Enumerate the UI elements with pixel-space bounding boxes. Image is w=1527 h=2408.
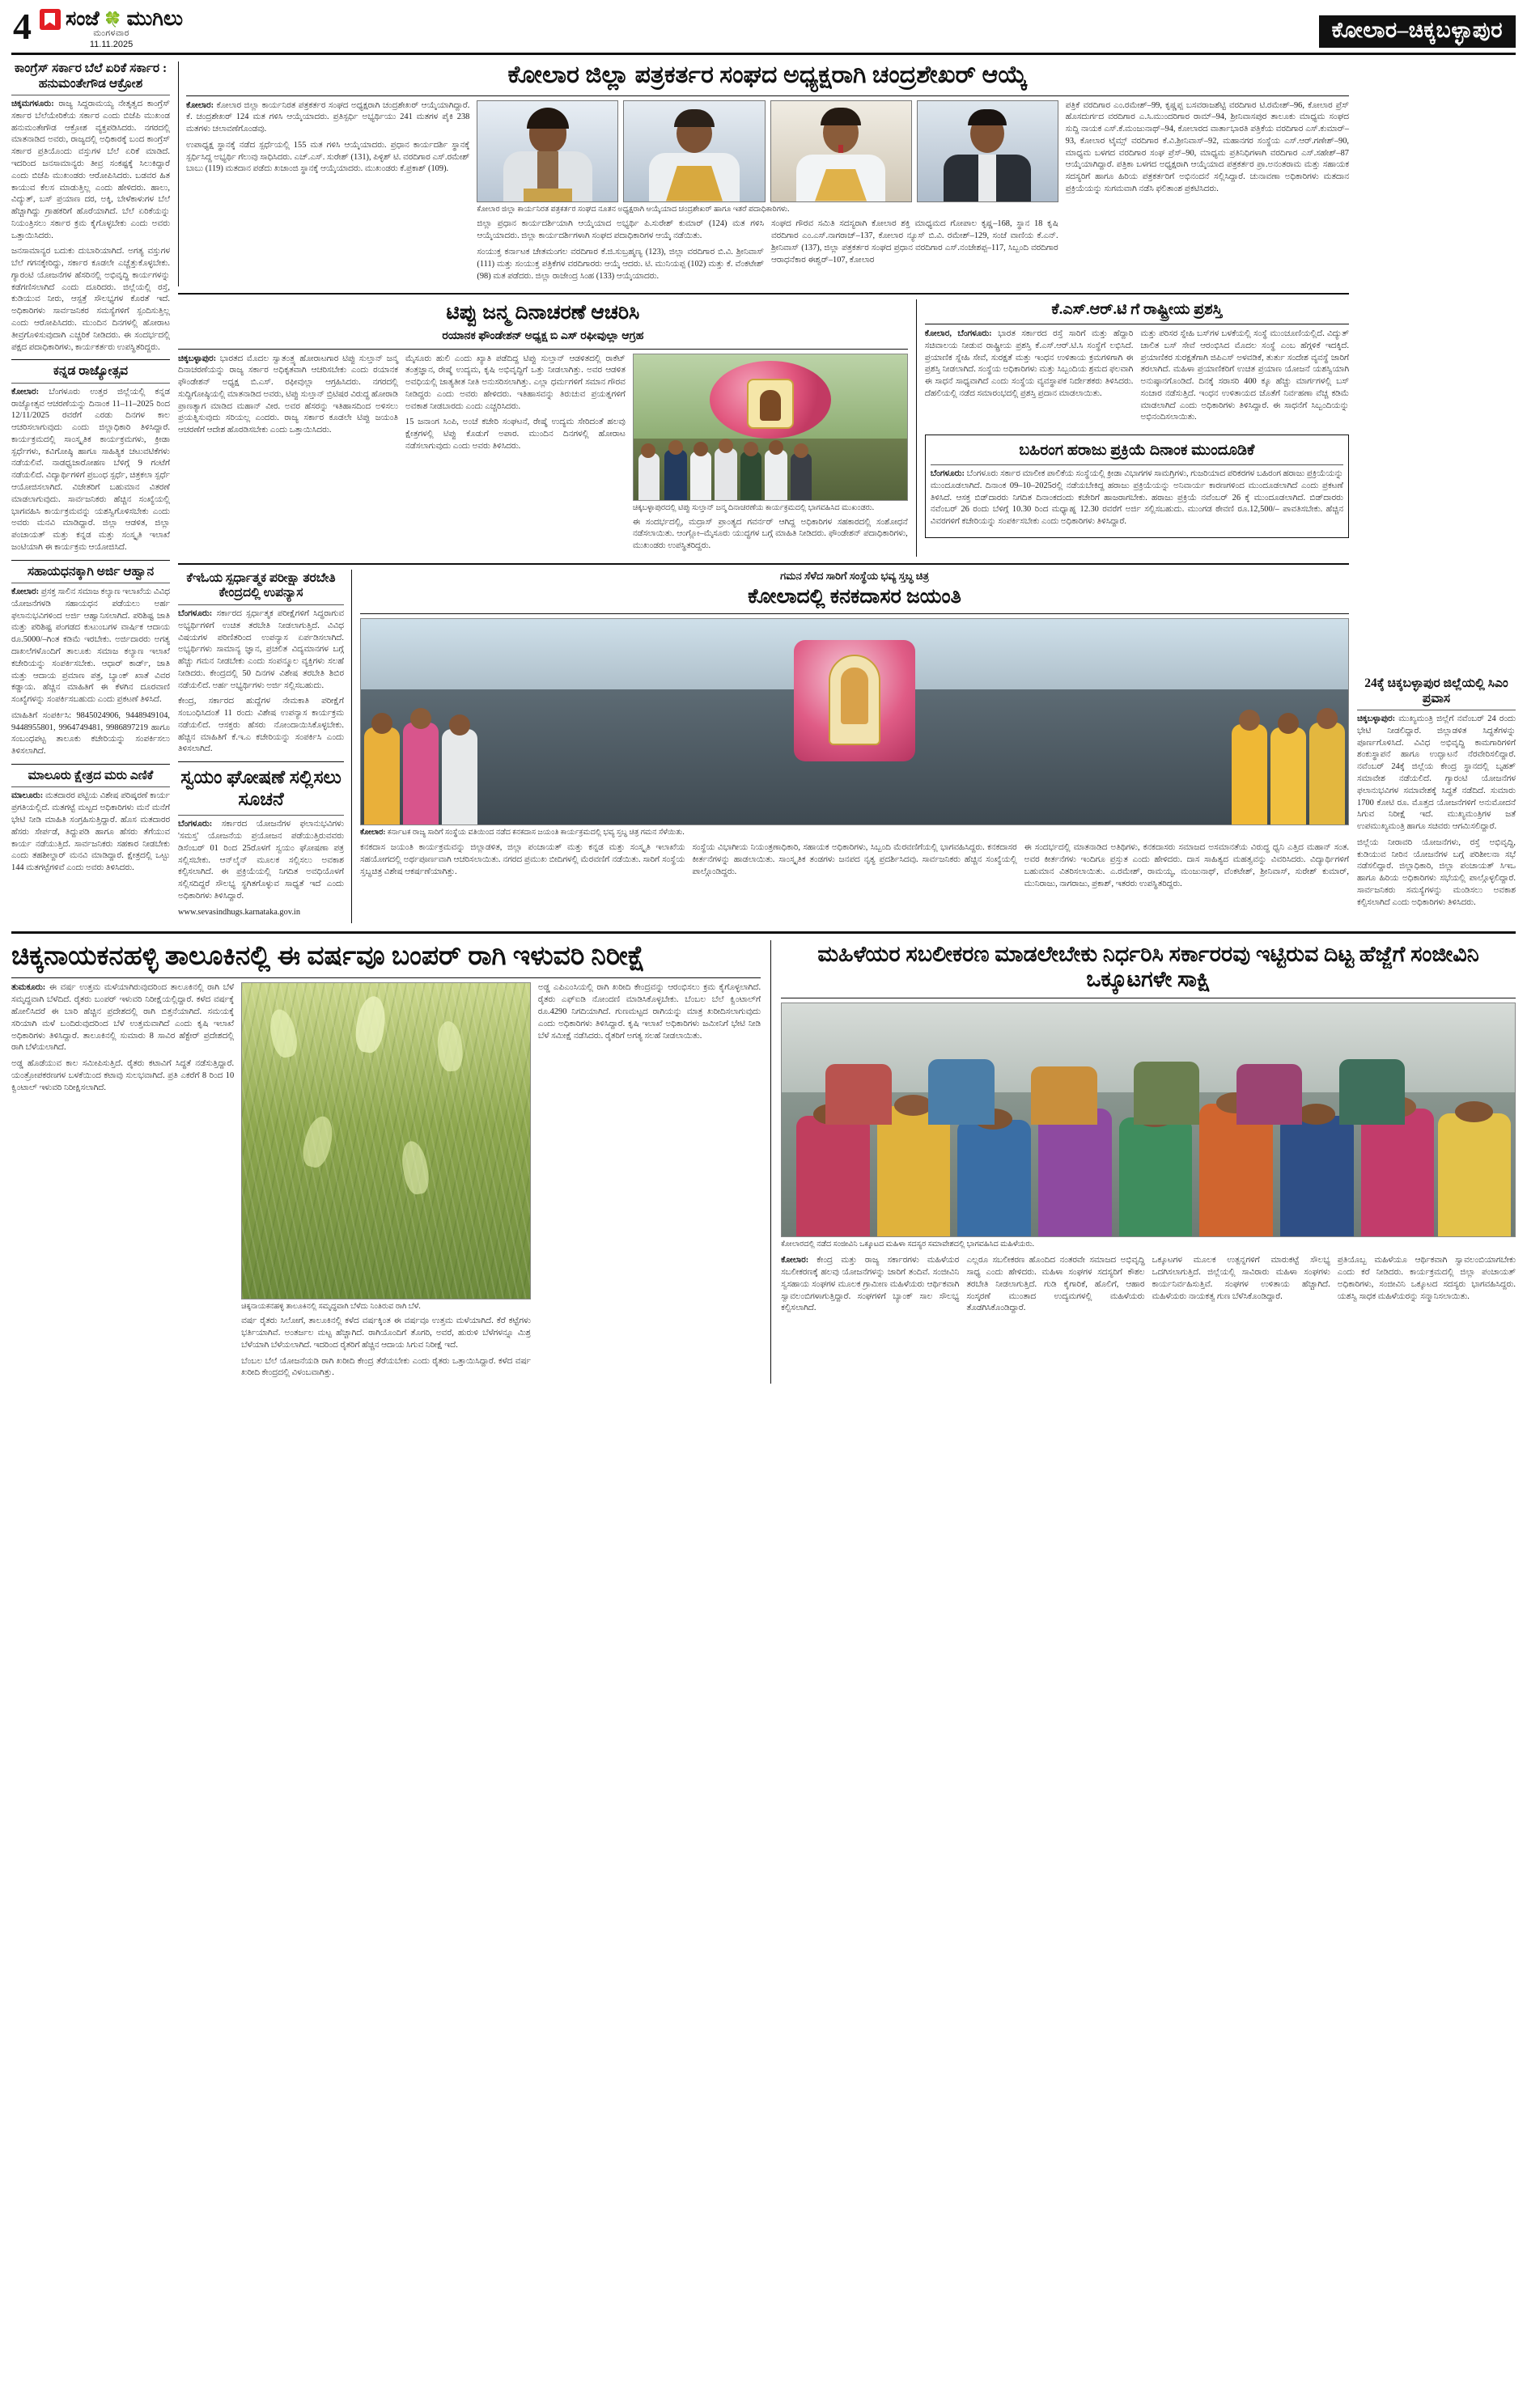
tippu-story <box>178 299 917 557</box>
lead-story <box>178 61 1349 286</box>
bottom-band <box>11 931 1516 1384</box>
dateline: ಕೋಲಾರ: <box>186 100 214 110</box>
dateline: ಬೆಂಗಳೂರು: <box>930 468 965 478</box>
tippu-photo-col: ಚಿಕ್ಕಬಳ್ಳಾಪುರದಲ್ಲಿ ಟಿಪ್ಪು ಸುಲ್ತಾನ್ ಜನ್ಮ ದಿನಾಚರಣೆಯ ಕಾರ್ಯಕ್ರಮದಲ್ಲಿ ಭಾಗವಹಿಸಿದ ಮುಖಂಡರು. ಈ ಸಂದರ್ಭದಲ್ಲಿ, ಮದ್ರಾಸ್ ಪ್ರಾಂತ್ಯದ ಗವರ್ನರ್ ಆಗಿದ್ದ ಅಧಿಕಾರಿಗಳ ಸಹಕಾರದಲ್ಲಿ ಸಂಶೋಧನೆ ನಡೆಸಲಾಯಿತು. ಆಂಗ್ಲೋ–ಮೈಸೂರು ಯುದ್ಧಗಳ ಬಗ್ಗೆ ಮಾಹಿತಿ ನೀಡಿದರು. ಫೌಂಡೇಶನ್ ಪದಾಧಿಕಾರಿಗಳು, ಮುಖಂಡರು ಉಪಸ್ಥಿತರಿದ್ದರು. <box>633 354 908 557</box>
divider <box>11 764 170 765</box>
ragi-col-3: ಅಡ್ಡ ಎಪಿಎಂಸಿಯಲ್ಲಿ ರಾಗಿ ಖರೀದಿ ಕೇಂದ್ರವನ್ನು ಆರಂಭಿಸಲು ಕ್ರಮ ಕೈಗೊಳ್ಳಲಾಗಿದೆ. ರೈತರು ಎಫ್‌ಐಡಿ ನೋಂದಣಿ ಮಾಡಿಸಿಕೊಳ್ಳಬೇಕು. ಬೆಂಬಲ ಬೆಲೆ ಕ್ವಿಂಟಾಲ್‌ಗೆ ರೂ.4290 ನಿಗದಿಯಾಗಿದೆ. ಗುಣಮಟ್ಟದ ರಾಗಿಯನ್ನು ಮಾತ್ರ ಖರೀದಿಸಲಾಗುವುದು ಎಂದು ಅಧಿಕಾರಿಗಳು ತಿಳಿಸಿದ್ದಾರೆ. ಕೃಷಿ ಇಲಾಖೆ ಅಧಿಕಾರಿಗಳು ಜಮೀನಿಗೆ ಭೇಟಿ ನೀಡಿ ಬೆಳೆ ಸಮೀಕ್ಷೆ ನಡೆಸಿದರು. ರೈತರಿಗೆ ಅಗತ್ಯ ಸಲಹೆ ನೀಡಲಾಯಿತು. <box>537 983 761 1041</box>
tippu-col-2: ಮೈಸೂರು ಹುಲಿ ಎಂದು ಖ್ಯಾತಿ ಪಡೆದಿದ್ದ ಟಿಪ್ಪು ಸುಲ್ತಾನ್ ಆಡಳಿತದಲ್ಲಿ ರಾಕೆಟ್ ತಂತ್ರಜ್ಞಾನ, ರೇಷ್ಮೆ ಉದ್ಯಮ, ಕೃಷಿ ಅಭಿವೃದ್ಧಿಗೆ ಒತ್ತು ನೀಡಲಾಗಿತ್ತು. ಅವರ ಆಡಳಿತ ಅವಧಿಯಲ್ಲಿ ಜಾತ್ಯತೀತ ನೀತಿ ಅನುಸರಿಸಲಾಗಿತ್ತು. ಎಲ್ಲಾ ಧರ್ಮಗಳಿಗೆ ಸಮಾನ ಗೌರವ ನೀಡಿದ್ದರು ಎಂದು ಅವರು ಹೇಳಿದರು. ಇತಿಹಾಸವನ್ನು ತಿರುಚುವ ಪ್ರಯತ್ನಗಳಿಗೆ ಅವಕಾಶ ನೀಡಬಾರದು ಎಂದು ಎಚ್ಚರಿಸಿದರು. 15 ಜನಾಂಗ ಸಿಂಪಿ, ಅಂಚೆ ಕಚೇರಿ ಸಂಘಟನೆ, ರೇಷ್ಮೆ ಉದ್ಯಮ ಸೇರಿದಂತೆ ಹಲವು ಕ್ಷೇತ್ರಗಳಲ್ಲಿ ಟಿಪ್ಪು ಕೊಡುಗೆ ಅಪಾರ. ಮುಂದಿನ ದಿನಗಳಲ್ಲಿ ಹೋರಾಟ ನಡೆಸಲಾಗುವುದು ಎಂದು ಅವರು ತಿಳಿಸಿದರು. <box>405 354 626 451</box>
divider <box>178 604 344 605</box>
ksrtc-columns: ಕೋಲಾರ, ಬೆಂಗಳೂರು: ಭಾರತ ಸರ್ಕಾರದ ರಸ್ತೆ ಸಾರಿಗೆ ಮತ್ತು ಹೆದ್ದಾರಿ ಸಚಿವಾಲಯ ನೀಡುವ ರಾಷ್ಟ್ರೀಯ ಪ್ರಶಸ್ತಿ ಕೆ.ಎಸ್.ಆರ್.ಟಿ.ಸಿ ಸಂಸ್ಥೆಗೆ ಲಭಿಸಿದೆ. ಪ್ರಯಾಣಿಕ ಸ್ನೇಹಿ ಸೇವೆ, ಸುರಕ್ಷತೆ ಮತ್ತು ಇಂಧನ ಉಳಿತಾಯ ಕ್ರಮಗಳಿಗಾಗಿ ಈ ಪ್ರಶಸ್ತಿ ನೀಡಲಾಗಿದೆ. ಸಂಸ್ಥೆಯ ಅಧಿಕಾರಿಗಳು ಮತ್ತು ಸಿಬ್ಬಂದಿಯ ಶ್ರಮದ ಫಲವಾಗಿ ಈ ಸಾಧನೆ ಸಾಧ್ಯವಾಗಿದೆ ಎಂದು ಸಂಸ್ಥೆಯ ವ್ಯವಸ್ಥಾಪಕ ನಿರ್ದೇಶಕರು ತಿಳಿಸಿದರು. ದೆಹಲಿಯಲ್ಲಿ ನಡೆದ ಸಮಾರಂಭದಲ್ಲಿ ಪ್ರಶಸ್ತಿ ಪ್ರದಾನ ಮಾಡಲಾಯಿತು. ಮತ್ತು ಪರಿಸರ ಸ್ನೇಹಿ ಬಸ್‌ಗಳ ಬಳಕೆಯಲ್ಲಿ ಸಂಸ್ಥೆ ಮುಂಚೂಣಿಯಲ್ಲಿದೆ. ವಿದ್ಯುತ್ ಚಾಲಿತ ಬಸ್ ಸೇವೆ ಆರಂಭಿಸಿದ ಮೊದಲ ಸಂಸ್ಥೆ ಎಂಬ ಹೆಗ್ಗಳಿಕೆ ಇದಕ್ಕಿದೆ. ಪ್ರಯಾಣಿಕರ ಸುರಕ್ಷತೆಗಾಗಿ ಜಿಪಿಎಸ್ ಅಳವಡಿಕೆ, ತುರ್ತು ಸಂದೇಶ ವ್ಯವಸ್ಥೆ ಜಾರಿಗೆ ತರಲಾಗಿದೆ. ಮಹಿಳಾ ಪ್ರಯಾಣಿಕರಿಗೆ ಉಚಿತ ಪ್ರಯಾಣ ಯೋಜನೆ ಯಶಸ್ವಿಯಾಗಿ ಅನುಷ್ಠಾನಗೊಂಡಿದೆ. ದಿನಕ್ಕೆ ಸರಾಸರಿ 400 ಕ್ಕೂ ಹೆಚ್ಚು ಮಾರ್ಗಗಳಲ್ಲಿ ಬಸ್ ಸಂಚಾರ ನಡೆಸುತ್ತಿದೆ. ಇಂಧನ ಉಳಿತಾಯದ ಜೊತೆಗೆ ನಿರ್ವಹಣಾ ವೆಚ್ಚ ಕಡಿಮೆ ಮಾಡಲಾಗಿದೆ ಎಂದು ಅಧಿಕಾರಿಗಳು ತಿಳಿಸಿದ್ದಾರೆ. ಈ ಸಾಧನೆಗೆ ಸಿಬ್ಬಂದಿಯನ್ನು ಅಭಿನಂದಿಸಲಾಯಿತು. <box>924 329 1350 422</box>
portrait-4 <box>917 100 1058 202</box>
ragi-photo-caption: ಚಿಕ್ಕನಾಯಕನಹಳ್ಳಿ ತಾಲೂಕಿನಲ್ಲಿ ಸಮೃದ್ಧವಾಗಿ ಬೆಳೆದು ನಿಂತಿರುವ ರಾಗಿ ಬೆಳೆ. <box>241 1302 421 1312</box>
kanakadasa-columns: ಕನಕದಾಸ ಜಯಂತಿ ಕಾರ್ಯಕ್ರಮವನ್ನು ಜಿಲ್ಲಾಡಳಿತ, ಜಿಲ್ಲಾ ಪಂಚಾಯತ್ ಮತ್ತು ಕನ್ನಡ ಮತ್ತು ಸಂಸ್ಕೃತಿ ಇಲಾಖೆಯ ಸಹಯೋಗದಲ್ಲಿ ಅರ್ಥಪೂರ್ಣವಾಗಿ ಆಚರಿಸಲಾಯಿತು. ನಗರದ ಪ್ರಮುಖ ಬೀದಿಗಳಲ್ಲಿ ಮೆರವಣಿಗೆ ನಡೆಯಿತು. ಸಾರಿಗೆ ಸಂಸ್ಥೆಯ ಸ್ತಬ್ಧಚಿತ್ರ ವಿಶೇಷ ಆಕರ್ಷಣೆಯಾಗಿತ್ತು. ಸಂಸ್ಥೆಯ ವಿಭಾಗೀಯ ನಿಯಂತ್ರಣಾಧಿಕಾರಿ, ಸಹಾಯಕ ಅಧಿಕಾರಿಗಳು, ಸಿಬ್ಬಂದಿ ಮೆರವಣಿಗೆಯಲ್ಲಿ ಭಾಗವಹಿಸಿದ್ದರು. ಕನಕದಾಸರ ಕೀರ್ತನೆಗಳನ್ನು ಹಾಡಲಾಯಿತು. ಸಾಂಸ್ಕೃತಿಕ ತಂಡಗಳು ಜನಪದ ನೃತ್ಯ ಪ್ರದರ್ಶಿಸಿದವು. ಸಾರ್ವಜನಿಕರು ಹೆಚ್ಚಿನ ಸಂಖ್ಯೆಯಲ್ಲಿ ಪಾಲ್ಗೊಂಡಿದ್ದರು. ಈ ಸಂದರ್ಭದಲ್ಲಿ ಮಾತನಾಡಿದ ಅತಿಥಿಗಳು, ಕನಕದಾಸರು ಸಮಾಜದ ಅಸಮಾನತೆಯ ವಿರುದ್ಧ ಧ್ವನಿ ಎತ್ತಿದ ಮಹಾನ್ ಸಂತ. ಅವರ ಕೀರ್ತನೆಗಳು ಇಂದಿಗೂ ಪ್ರಸ್ತುತ ಎಂದು ಹೇಳಿದರು. ದಾಸ ಸಾಹಿತ್ಯದ ಮಹತ್ವವನ್ನು ವಿವರಿಸಿದರು. ವಿದ್ಯಾರ್ಥಿಗಳಿಗೆ ಬಹುಮಾನ ವಿತರಿಸಲಾಯಿತು. ಎ.ರಮೇಶ್, ರಾಮಯ್ಯ, ಮಂಜುನಾಥ್, ವೆಂಕಟೇಶ್, ಶ್ರೀನಿವಾಸ್, ಸುರೇಶ್ ಕುಮಾರ್, ಮುನಿರಾಜು, ನಾಗರಾಜು, ಪ್ರಕಾಶ್, ಇತರರು ಉಪಸ್ಥಿತರಿದ್ದರು. <box>360 843 1349 888</box>
left-story4-body: ಕೋಲಾರ: ಪ್ರಸಕ್ತ ಸಾಲಿನ ಸಮಾಜ ಕಲ್ಯಾಣ ಇಲಾಖೆಯ ವಿವಿಧ ಯೋಜನೆಗಳಡಿ ಸಹಾಯಧನ ಪಡೆಯಲು ಅರ್ಹ ಫಲಾನುಭವಿಗಳಿಂದ ಅರ್ಜಿ ಆಹ್ವಾನಿಸಲಾಗಿದೆ. ಪರಿಶಿಷ್ಟ ಜಾತಿ ಮತ್ತು ಪರಿಶಿಷ್ಟ ಪಂಗಡದ ಕುಟುಂಬಗಳ ವಾರ್ಷಿಕ ಆದಾಯ ರೂ.5000/–ಗಿಂತ ಕಡಿಮೆ ಇರಬೇಕು. ಅರ್ಜಿದಾರರು ಅಗತ್ಯ ದಾಖಲೆಗಳೊಂದಿಗೆ ತಾಲೂಕು ಸಮಾಜ ಕಲ್ಯಾಣ ಇಲಾಖೆ ಕಚೇರಿಯನ್ನು ಸಂಪರ್ಕಿಸಬೇಕು. ಆಧಾರ್ ಕಾರ್ಡ್, ಜಾತಿ ಮತ್ತು ಆದಾಯ ಪ್ರಮಾಣ ಪತ್ರ, ಬ್ಯಾಂಕ್ ಖಾತೆ ವಿವರ ಕಡ್ಡಾಯ. ಹೆಚ್ಚಿನ ಮಾಹಿತಿಗೆ ಈ ಕೆಳಗಿನ ದೂರವಾಣಿ ಸಂಖ್ಯೆಗಳನ್ನು ಸಂಪರ್ಕಿಸಬಹುದು ಎಂದು ಪ್ರಕಟಣೆ ತಿಳಿಸಿದೆ. ಮಾಹಿತಿಗೆ ಸಂಪರ್ಕಿಸಿ: 9845024906, 9448949104, 9448955801, 9964749481, 9986897219 ಹಾಗೂ ಸಂಬಂಧಪಟ್ಟ ತಾಲೂಕು ಕಚೇರಿಯನ್ನು ಸಂಪರ್ಕಿಸಲು ತಿಳಿಸಲಾಗಿದೆ. <box>11 587 170 758</box>
left-story1-headline: ಕಾಂಗ್ರೆಸ್ ಸರ್ಕಾರ ಬೆಲೆ ಏರಿಕೆ ಸರ್ಕಾರ : ಹನುಮಂತೇಗೌಡ ಆಕ್ರೋಶ <box>14 61 168 91</box>
left-story5-body: ಮಾಲೂರು: ಮತದಾರರ ಪಟ್ಟಿಯ ವಿಶೇಷ ಪರಿಷ್ಕರಣೆ ಕಾರ್ಯ ಪ್ರಗತಿಯಲ್ಲಿದೆ. ಮತಗಟ್ಟೆ ಮಟ್ಟದ ಅಧಿಕಾರಿಗಳು ಮನೆ ಮನೆಗೆ ಭೇಟಿ ನೀಡಿ ಮಾಹಿತಿ ಸಂಗ್ರಹಿಸುತ್ತಿದ್ದಾರೆ. ಹೊಸ ಮತದಾರರ ಹೆಸರು ಸೇರ್ಪಡೆ, ತಿದ್ದುಪಡಿ ಹಾಗೂ ಹೆಸರು ತೆಗೆಯುವ ಕಾರ್ಯ ನಡೆಯುತ್ತಿದೆ. ಸಾರ್ವಜನಿಕರು ಸಹಕಾರ ನೀಡಬೇಕು ಎಂದು ತಹಶೀಲ್ದಾರ್ ಮನವಿ ಮಾಡಿದ್ದಾರೆ. ಕ್ಷೇತ್ರದಲ್ಲಿ ಒಟ್ಟು 144 ಮತಗಟ್ಟೆಗಳಿವೆ ಎಂದು ಅವರು ತಿಳಿಸಿದರು. <box>11 791 170 873</box>
second-band <box>178 299 1349 557</box>
lead-photo-strip <box>477 100 1058 287</box>
dateline: ಕೋಲಾರ: <box>11 587 40 597</box>
website-url: www.sevasindhugs.karnataka.gov.in <box>178 907 301 917</box>
divider <box>11 560 170 561</box>
lead-story-headline: ಕೋಲಾರ ಜಿಲ್ಲಾ ಪತ್ರಕರ್ತರ ಸಂಘದ ಅಧ್ಯಕ್ಷರಾಗಿ ಚಂದ್ರಶೇಖರ್ ಆಯ್ಕೆ <box>507 61 1028 88</box>
right-rail-spacer <box>1357 60 1516 675</box>
kea-block: ಕೆಇಓಯ ಸ್ಪರ್ಧಾತ್ಮಕ ಪರೀಕ್ಷಾ ತರಬೇತಿ ಕೇಂದ್ರದಲ್ಲಿ ಉಪನ್ಯಾಸ ಬೆಂಗಳೂರು: ಸರ್ಕಾರದ ಸ್ಪರ್ಧಾತ್ಮಕ ಪರೀಕ್ಷೆಗಳಿಗೆ ಸಿದ್ಧರಾಗುವ ಅಭ್ಯರ್ಥಿಗಳಿಗೆ ಉಚಿತ ತರಬೇತಿ ನೀಡಲಾಗುತ್ತಿದೆ. ವಿವಿಧ ವಿಷಯಗಳ ಪರಿಣಿತರಿಂದ ಉಪನ್ಯಾಸ ಏರ್ಪಡಿಸಲಾಗಿದೆ. ಅಭ್ಯರ್ಥಿಗಳು ಸಾಮಾನ್ಯ ಜ್ಞಾನ, ಪ್ರಚಲಿತ ವಿದ್ಯಮಾನಗಳ ಬಗ್ಗೆ ಹೆಚ್ಚು ಗಮನ ನೀಡಬೇಕು ಎಂದು ಸಂಪನ್ಮೂಲ ವ್ಯಕ್ತಿಗಳು ಸಲಹೆ ನೀಡಿದರು. ಕೇಂದ್ರದಲ್ಲಿ 50 ದಿನಗಳ ವಿಶೇಷ ತರಬೇತಿ ಶಿಬಿರ ನಡೆಯಲಿದೆ. ಅರ್ಹ ಅಭ್ಯರ್ಥಿಗಳು ಅರ್ಜಿ ಸಲ್ಲಿಸಬಹುದು. ಕೇಂದ್ರ, ಸರ್ಕಾರದ ಹುದ್ದೆಗಳ ನೇಮಕಾತಿ ಪರೀಕ್ಷೆಗೆ ಸಂಬಂಧಿಸಿದಂತೆ 11 ರಂದು ವಿಶೇಷ ಉಪನ್ಯಾಸ ಕಾರ್ಯಕ್ರಮ ನಡೆಯಲಿದೆ. ಆಸಕ್ತರು ಹೆಸರು ನೋಂದಾಯಿಸಿಕೊಳ್ಳಬೇಕು. ಹೆಚ್ಚಿನ ಮಾಹಿತಿಗೆ ಕೆ.ಇ.ಎ ಕಚೇರಿಯನ್ನು ಸಂಪರ್ಕಿಸಿ ಎಂದು ತಿಳಿಸಲಾಗಿದೆ. ಸ್ವಯಂ ಘೋಷಣೆ ಸಲ್ಲಿಸಲು ಸೂಚನೆ ಬೆಂಗಳೂರು: ಸರ್ಕಾರದ ಯೋಜನೆಗಳ ಫಲಾನುಭವಿಗಳು 'ಸಮಸ್ತ' ಯೋಜನೆಯ ಪ್ರಯೋಜನ ಪಡೆಯುತ್ತಿರುವವರು ಡಿಸೆಂಬರ್ 01 ರಿಂದ 25ರೊಳಗೆ ಸ್ವಯಂ ಘೋಷಣಾ ಪತ್ರ ಸಲ್ಲಿಸಬೇಕು. ಆನ್‌ಲೈನ್ ಮೂಲಕ ಸಲ್ಲಿಸಲು ಅವಕಾಶ ಕಲ್ಪಿಸಲಾಗಿದೆ. ಈ ಪ್ರಕ್ರಿಯೆಯಲ್ಲಿ ನಿಗದಿತ ಅವಧಿಯೊಳಗೆ ಸಲ್ಲಿಸದಿದ್ದರೆ ಸೌಲಭ್ಯ ಸ್ಥಗಿತಗೊಳ್ಳುವ ಸಾಧ್ಯತೆ ಇದೆ ಎಂದು ಅಧಿಕಾರಿಗಳು ತಿಳಿಸಿದ್ದಾರೆ. www.sevasindhugs.karnataka.gov.in <box>178 570 352 923</box>
dateline: ಕೋಲಾರ, ಬೆಂಗಳೂರು: <box>924 329 992 339</box>
tippu-subhead: ರಯಾನಕ ಫೌಂಡೇಶನ್ ಅಧ್ಯಕ್ಷ ಬಿ ಎಸ್ ರಫೀವುಲ್ಲಾ ಆಗ್ರಹ <box>442 329 644 342</box>
leaf-icon: 🍀 <box>104 11 122 28</box>
left-story2-body: ಜನಸಾಮಾನ್ಯರ ಬದುಕು ದುಬಾರಿಯಾಗಿದೆ. ಅಗತ್ಯ ವಸ್ತುಗಳ ಬೆಲೆ ಗಗನಕ್ಕೇರಿದ್ದು, ಸರ್ಕಾರ ಕೂಡಲೇ ಎಚ್ಚೆತ್ತುಕೊಳ್ಳಬೇಕು. ಗ್ಯಾರಂಟಿ ಯೋಜನೆಗಳ ಹೆಸರಿನಲ್ಲಿ ಅಭಿವೃದ್ಧಿ ಕಾರ್ಯಗಳನ್ನು ಕಡೆಗಣಿಸಲಾಗಿದೆ ಎಂದು ದೂರಿದರು. ಜಿಲ್ಲೆಯಲ್ಲಿ ರಸ್ತೆ, ಕುಡಿಯುವ ನೀರು, ಆಸ್ಪತ್ರೆ ಸೌಲಭ್ಯಗಳ ಕೊರತೆ ಇದೆ. ಅಧಿಕಾರಿಗಳು ಸಾರ್ವಜನಿಕರ ಸಮಸ್ಯೆಗಳಿಗೆ ಸ್ಪಂದಿಸುತ್ತಿಲ್ಲ ಎಂದು ಆರೋಪಿಸಿದರು. ಮುಂದಿನ ದಿನಗಳಲ್ಲಿ ಹೋರಾಟ ತೀವ್ರಗೊಳಿಸುವುದಾಗಿ ಎಚ್ಚರಿಕೆ ನೀಡಿದರು. ಈ ಸಂದರ್ಭದಲ್ಲಿ ಪಕ್ಷದ ಪದಾಧಿಕಾರಿಗಳು, ಕಾರ್ಯಕರ್ತರು ಉಪಸ್ಥಿತರಿದ್ದರು. <box>11 247 170 352</box>
ragi-columns <box>11 982 761 1384</box>
divider <box>11 786 170 787</box>
auction-headline: ಬಹಿರಂಗ ಹರಾಜು ಪ್ರಕ್ರಿಯೆ ದಿನಾಂಕ ಮುಂದೂಡಿಕೆ <box>1019 442 1255 460</box>
selfdecl-headline: ಸ್ವಯಂ ಘೋಷಣೆ ಸಲ್ಲಿಸಲು ಸೂಚನೆ <box>180 767 341 810</box>
cm-visit-body: ಚಿಕ್ಕಬಳ್ಳಾಪುರ: ಮುಖ್ಯಮಂತ್ರಿ ಜಿಲ್ಲೆಗೆ ನವೆಂಬರ್ 24 ರಂದು ಭೇಟಿ ನೀಡಲಿದ್ದಾರೆ. ಜಿಲ್ಲಾಡಳಿತ ಸಿದ್ಧತೆಗಳನ್ನು ಪೂರ್ಣಗೊಳಿಸಿದೆ. ವಿವಿಧ ಅಭಿವೃದ್ಧಿ ಕಾಮಗಾರಿಗಳಿಗೆ ಶಂಕುಸ್ಥಾಪನೆ ಹಾಗೂ ಉದ್ಘಾಟನೆ ನೆರವೇರಿಸಲಿದ್ದಾರೆ. ನವೆಂಬರ್ 24ಕ್ಕೆ ಜಿಲ್ಲೆಯ ಕೇಂದ್ರ ಸ್ಥಾನದಲ್ಲಿ ಬೃಹತ್ ಸಮಾವೇಶ ನಡೆಯಲಿದೆ. ಗ್ಯಾರಂಟಿ ಯೋಜನೆಗಳ ಫಲಾನುಭವಿಗಳ ಸಮಾವೇಶಕ್ಕೆ ಸಿದ್ಧತೆ ನಡೆದಿದೆ. ಸುಮಾರು 1700 ಕೋಟಿ ರೂ. ಮೊತ್ತದ ಯೋಜನೆಗಳಿಗೆ ಅನುಮೋದನೆ ಸಿಗುವ ನಿರೀಕ್ಷೆ ಇದೆ. ಮುಖ್ಯಮಂತ್ರಿಗಳ ಜತೆ ಉಪಮುಖ್ಯಮಂತ್ರಿ ಹಾಗೂ ಸಚಿವರು ಆಗಮಿಸಲಿದ್ದಾರೆ. ಜಿಲ್ಲೆಯ ನೀರಾವರಿ ಯೋಜನೆಗಳು, ರಸ್ತೆ ಅಭಿವೃದ್ಧಿ, ಕುಡಿಯುವ ನೀರಿನ ಯೋಜನೆಗಳ ಬಗ್ಗೆ ಪರಿಶೀಲನಾ ಸಭೆ ನಡೆಸಲಿದ್ದಾರೆ. ಜಿಲ್ಲಾಧಿಕಾರಿ, ಜಿಲ್ಲಾ ಪಂಚಾಯತ್ ಸಿಇಒ ಹಾಗೂ ಹಿರಿಯ ಅಧಿಕಾರಿಗಳು ಸಭೆಯಲ್ಲಿ ಪಾಲ್ಗೊಳ್ಳಲಿದ್ದಾರೆ. ಸಾರ್ವಜನಿಕರು ಸಮಸ್ಯೆಗಳನ್ನು ಮಂಡಿಸಲು ಅವಕಾಶ ಕಲ್ಪಿಸಲಾಗಿದೆ ಎಂದು ಅಧಿಕಾರಿಗಳು ತಿಳಿಸಿದರು. <box>1357 714 1516 907</box>
ragi-col-1: ತುಮಕೂರು: ಈ ವರ್ಷ ಉತ್ತಮ ಮಳೆಯಾಗಿರುವುದರಿಂದ ತಾಲೂಕಿನಲ್ಲಿ ರಾಗಿ ಬೆಳೆ ಸಮೃದ್ಧವಾಗಿ ಬೆಳೆದಿದೆ. ರೈತರು ಬಂಪರ್ ಇಳುವರಿ ನಿರೀಕ್ಷೆಯಲ್ಲಿದ್ದಾರೆ. ಕಳೆದ ವರ್ಷಕ್ಕೆ ಹೋಲಿಸಿದರೆ ಈ ಬಾರಿ ಹೆಚ್ಚಿನ ಪ್ರದೇಶದಲ್ಲಿ ರಾಗಿ ಬಿತ್ತನೆಯಾಗಿದೆ. ಸಮಯಕ್ಕೆ ಸರಿಯಾಗಿ ಮಳೆ ಬಂದಿರುವುದರಿಂದ ಬೆಳೆ ಉತ್ತಮವಾಗಿದೆ ಎಂದು ಕೃಷಿ ಇಲಾಖೆ ಅಧಿಕಾರಿಗಳು ತಿಳಿಸಿದ್ದಾರೆ. ತಾಲೂಕಿನಲ್ಲಿ ಸುಮಾರು 8 ಸಾವಿರ ಹೆಕ್ಟೇರ್ ಪ್ರದೇಶದಲ್ಲಿ ರಾಗಿ ಬೆಳೆಯಲಾಗಿದೆ. ಅಡ್ಡ ಹೊಡೆಯುವ ಕಾಲ ಸಮೀಪಿಸುತ್ತಿದೆ. ರೈತರು ಕಟಾವಿಗೆ ಸಿದ್ಧತೆ ನಡೆಸುತ್ತಿದ್ದಾರೆ. ಯಂತ್ರೋಪಕರಣಗಳ ಬಳಕೆಯಿಂದ ಕಟಾವು ಸುಲಭವಾಗಿದೆ. ಪ್ರತಿ ಎಕರೆಗೆ 8 ರಿಂದ 10 ಕ್ವಿಂಟಾಲ್ ಇಳುವರಿ ನಿರೀಕ್ಷಿಸಲಾಗಿದೆ. <box>11 983 235 1092</box>
divider <box>178 815 344 816</box>
tippu-headline: ಟಿಪ್ಪು ಜನ್ಮ ದಿನಾಚರಣೆ ಆಚರಿಸಿ <box>446 302 640 324</box>
dateline: ಮಾಲೂರು: <box>11 791 44 801</box>
dateline: ಬೆಂಗಳೂರು: <box>178 820 213 829</box>
women-headline: ಮಹಿಳೆಯರ ಸಬಲೀಕರಣ ಮಾಡಲೇಬೇಕು ನಿರ್ಧರಿಸಿ ಸರ್ಕಾರರವು ಇಟ್ಟಿರುವ ದಿಟ್ಟ ಹೆಜ್ಜೆಗೆ ಸಂಜೀವಿನಿ ಒಕ್ಕೂಟಗಳೇ ಸಾಕ್ಷಿ <box>817 941 1479 992</box>
cm-visit-headline: 24ಕ್ಕೆ ಚಿಕ್ಕಬಳ್ಳಾಪುರ ಜಿಲ್ಲೆಯಲ್ಲಿ ಸಿಎಂ ಪ್ರವಾಸ <box>1364 676 1508 706</box>
left-rail <box>11 60 170 923</box>
divider <box>178 349 908 350</box>
ragi-photo-col: ಚಿಕ್ಕನಾಯಕನಹಳ್ಳಿ ತಾಲೂಕಿನಲ್ಲಿ ಸಮೃದ್ಧವಾಗಿ ಬೆಳೆದು ನಿಂತಿರುವ ರಾಗಿ ಬೆಳೆ. ವರ್ಷ ರೈತರು ಸಿಲೋಗೆ, ತಾಲೂಕಿನಲ್ಲಿ ಕಳೆದ ವರ್ಷಕ್ಕಿಂತ ಈ ವರ್ಷವೂ ಉತ್ತಮ ಮಳೆಯಾಗಿದೆ. ಕೆರೆ ಕಟ್ಟೆಗಳು ಭರ್ತಿಯಾಗಿವೆ. ಅಂತರ್ಜಲ ಮಟ್ಟ ಹೆಚ್ಚಾಗಿದೆ. ರಾಗಿಯೊಂದಿಗೆ ತೊಗರಿ, ಅವರೆ, ಹುರುಳಿ ಬೆಳೆಗಳನ್ನೂ ಮಿಶ್ರ ಬೆಳೆಯಾಗಿ ಬೆಳೆಯಲಾಗಿದೆ. ಇದರಿಂದ ರೈತರಿಗೆ ಹೆಚ್ಚಿನ ಆದಾಯ ಸಿಗುವ ನಿರೀಕ್ಷೆ ಇದೆ. ಬೆಂಬಲ ಬೆಲೆ ಯೋಜನೆಯಡಿ ರಾಗಿ ಖರೀದಿ ಕೇಂದ್ರ ತೆರೆಯಬೇಕು ಎಂದು ರೈತರು ಒತ್ತಾಯಿಸಿದ್ದಾರೆ. ಕಳೆದ ವರ್ಷ ಖರೀದಿ ಕೇಂದ್ರದಲ್ಲಿ ವಿಳಂಬವಾಗಿತ್ತು. <box>241 982 531 1384</box>
portrait-2 <box>623 100 765 202</box>
dateline: ಕೋಲಾರ: <box>11 387 40 396</box>
contact-numbers: ಮಾಹಿತಿಗೆ ಸಂಪರ್ಕಿಸಿ: 9845024906, 9448949104, 9448955801, 9964749481, 9986897219 ಹಾಗೂ ಸಂಬಂಧಪಟ್ಟ ತಾಲೂಕು ಕಚೇರಿಯನ್ನು ಸಂಪರ್ಕಿಸಲು ತಿಳಿಸಲಾಗಿದೆ. <box>11 710 170 757</box>
left-story5-headline: ಮಾಲೂರು ಕ್ಷೇತ್ರದ ಮರು ಎಣಿಕೆ <box>28 768 154 782</box>
logo-text-mugilu: ಮುಗಿಲು <box>126 8 184 30</box>
edition-name: ಕೋಲಾರ–ಚಿಕ್ಕಬಳ್ಳಾಪುರ <box>1319 15 1516 48</box>
divider <box>178 293 1349 295</box>
portrait-3 <box>770 100 912 202</box>
left-story4-headline: ಸಹಾಯಧನಕ್ಕಾಗಿ ಅರ್ಜಿ ಆಹ್ವಾನ <box>27 564 155 579</box>
kanakadasa-headline: ಕೋಲಾದಲ್ಲಿ ಕನಕದಾಸರ ಜಯಂತಿ <box>748 585 961 608</box>
women-story <box>781 940 1516 1384</box>
edition-wrap <box>1319 15 1516 49</box>
women-columns: ಕೋಲಾರ: ಕೇಂದ್ರ ಮತ್ತು ರಾಜ್ಯ ಸರ್ಕಾರಗಳು ಮಹಿಳೆಯರ ಸಬಲೀಕರಣಕ್ಕೆ ಹಲವು ಯೋಜನೆಗಳನ್ನು ಜಾರಿಗೆ ತಂದಿವೆ. ಸಂಜೀವಿನಿ ಸ್ವಸಹಾಯ ಸಂಘಗಳ ಮೂಲಕ ಗ್ರಾಮೀಣ ಮಹಿಳೆಯರು ಆರ್ಥಿಕವಾಗಿ ಸ್ವಾವಲಂಬಿಗಳಾಗುತ್ತಿದ್ದಾರೆ. ಸಂಘಗಳಿಗೆ ಬ್ಯಾಂಕ್ ಸಾಲ ಸೌಲಭ್ಯ ಕಲ್ಪಿಸಲಾಗಿದೆ. ಎಲ್ಲರೂ ಸಬಲೀಕರಣ ಹೊಂದಿದ ನಂತರವೇ ಸಮಾಜದ ಅಭಿವೃದ್ಧಿ ಸಾಧ್ಯ ಎಂದು ಹೇಳಿದರು. ಮಹಿಳಾ ಸಂಘಗಳ ಸದಸ್ಯರಿಗೆ ಕೌಶಲ ತರಬೇತಿ ನೀಡಲಾಗುತ್ತಿದೆ. ಗುಡಿ ಕೈಗಾರಿಕೆ, ಹೊಲಿಗೆ, ಆಹಾರ ಸಂಸ್ಕರಣೆ ಮುಂತಾದ ಉದ್ಯಮಗಳಲ್ಲಿ ಮಹಿಳೆಯರು ತೊಡಗಿಸಿಕೊಂಡಿದ್ದಾರೆ. ಒಕ್ಕೂಟಗಳ ಮೂಲಕ ಉತ್ಪನ್ನಗಳಿಗೆ ಮಾರುಕಟ್ಟೆ ಸೌಲಭ್ಯ ಒದಗಿಸಲಾಗುತ್ತಿದೆ. ಜಿಲ್ಲೆಯಲ್ಲಿ ಸಾವಿರಾರು ಮಹಿಳಾ ಸಂಘಗಳು ಕಾರ್ಯನಿರ್ವಹಿಸುತ್ತಿವೆ. ಸಂಘಗಳ ಉಳಿತಾಯ ಹೆಚ್ಚಾಗಿದೆ. ಮಹಿಳೆಯರು ನಾಯಕತ್ವ ಗುಣ ಬೆಳೆಸಿಕೊಂಡಿದ್ದಾರೆ. ಪ್ರತಿಯೊಬ್ಬ ಮಹಿಳೆಯೂ ಆರ್ಥಿಕವಾಗಿ ಸ್ವಾವಲಂಬಿಯಾಗಬೇಕು ಎಂದು ಕರೆ ನೀಡಿದರು. ಕಾರ್ಯಕ್ರಮದಲ್ಲಿ ಜಿಲ್ಲಾ ಪಂಚಾಯತ್ ಅಧಿಕಾರಿಗಳು, ಸಂಜೀವಿನಿ ಒಕ್ಕೂಟದ ಸದಸ್ಯರು ಭಾಗವಹಿಸಿದ್ದರು. ಯಶಸ್ವಿ ಸಾಧಕ ಮಹಿಳೆಯರನ್ನು ಸನ್ಮಾನಿಸಲಾಯಿತು. <box>781 1256 1516 1313</box>
main-content <box>178 60 1349 923</box>
lead-col-4: ಪತ್ರಿಕೆ ವರದಿಗಾರ ಎಂ.ರಮೇಶ್–99, ಕೃಷ್ಣಪ್ಪ ಬಸವರಾಜಶೆಟ್ಟಿ ವರದಿಗಾರ ಟಿ.ರಮೇಶ್–96, ಕೋಲಾರ ಪ್ರೆಸ್ ಹೊಸದುರ್ಗದ ವರದಿಗಾರ ಎ.ಸಿ.ಮುಂದರಿಗಾರ ರಾಮ್–94, ಶ್ರೀನಿವಾಸಪುರ ತಾಲೂಕು ಮಾಧ್ಯಮ ಸಂಘದ ಸುದ್ದಿ ನಾಯಕ ಎಸ್.ಕೆ.ಮಂಜುನಾಥ್–94, ಕೋಲಾರದ ವಾರ್ತಾಭಾರತಿ ಪತ್ರಿಕೆಯ ವರದಿಗಾರ ಎಸ್.ಕುಮಾರ್–93, ಕೋಲಾರ ಟೈಮ್ಸ್ ವರದಿಗಾರ ಕೆ.ವಿ.ಶ್ರೀನಿವಾಸ್–92, ಮಹಾನಗರ ಸಂಸ್ಥೆಯ ಎಸ್.ಆರ್.ಗಣೇಶ್–90, ಮಾಧ್ಯಮ ಬಳಗದ ವರದಿಗಾರ ಸಂಘ ಪ್ರೆಸ್–90, ಮಾಧ್ಯಮ ಪ್ರತಿನಿಧಿಗಳಾಗಿ ವರದಿಗಾರ ಎಸ್.ಸಹೇಶ್–87 ಆಯ್ಕೆಯಾಗಿದ್ದಾರೆ. ಪತ್ರಿಕಾ ಬಳಗದ ಅಧ್ಯಕ್ಷರಾಗಿ ಆಯ್ಕೆಯಾದ ಪತ್ರಕರ್ತರ ಪ್ರಾ.ಅನಂತರಾಮ ಮತ್ತು ಸಹಾಯಕ ಸದಸ್ಯರಿಗೆ ಹಾಗೂ ಹಿರಿಯ ಪತ್ರಕರ್ತರಿಗೆ ಅಭಿನಂದನೆ ಸಲ್ಲಿಸಿದ್ದಾರೆ. ಚುನಾವಣಾ ಅಧಿಕಾರಿಗಳು ಮತದಾನ ಪ್ರಕ್ರಿಯೆಯನ್ನು ಸುಗಮವಾಗಿ ನಡೆಸಿ ಫಲಿತಾಂಶ ಪ್ರಕಟಿಸಿದರು. <box>1065 100 1350 193</box>
divider <box>178 563 1349 565</box>
ksrtc-auction-block <box>925 299 1349 557</box>
right-rail <box>1357 60 1516 923</box>
divider <box>11 977 761 978</box>
auction-notice: ಬಹಿರಂಗ ಹರಾಜು ಪ್ರಕ್ರಿಯೆ ದಿನಾಂಕ ಮುಂದೂಡಿಕೆ ಬೆಂಗಳೂರು: ಬೆಂಗಳೂರು ಸರ್ಕಾರ ಮಾಲೀಕ ಪಾಲಿಕೆಯ ಸಂಸ್ಥೆಯಲ್ಲಿ ಕ್ರೀಡಾ ವಿಭಾಗಗಳ ಸಾಮಗ್ರಿಗಳು, ಗುಜರಿಯಾದ ಪರಿಕರಗಳ ಬಹಿರಂಗ ಹರಾಜು ಪ್ರಕ್ರಿಯೆಯನ್ನು ಮುಂದೂಡಲಾಗಿದೆ. ದಿನಾಂಕ 09–10–2025ರಲ್ಲಿ ನಡೆಯಬೇಕಿದ್ದ ಹರಾಜು ಪ್ರಕ್ರಿಯೆಯನ್ನು ಅನಿವಾರ್ಯ ಕಾರಣಗಳಿಂದ ಮುಂದೂಡಲಾಗಿದೆ ಎಂದು ಪ್ರಕಟಣೆ ತಿಳಿಸಿದೆ. ಆಸಕ್ತ ಬಿಡ್‌ದಾರರು ನಿಗದಿತ ದಿನಾಂಕದಂದು ಕಚೇರಿಗೆ ಹಾಜರಾಗಬೇಕು. ಹರಾಜು ಪ್ರಕ್ರಿಯೆ ನವೆಂಬರ್ 26 ಕ್ಕೆ ಮುಂದೂಡಲಾಗಿದೆ. ಬಿಡ್‌ದಾರರು ನವೆಂಬರ್ 26 ರಂದು ಬೆಳಿಗ್ಗೆ 10.30 ರಿಂದ ಮಧ್ಯಾಹ್ನ 12.30 ರವರೆಗೆ ಅರ್ಜಿ ಸಲ್ಲಿಸಬಹುದು. ಮುಂಗಡ ಠೇವಣಿ ರೂ.12,500/– ಪಾವತಿಸಬೇಕು. ಹೆಚ್ಚಿನ ವಿವರಗಳಿಗೆ ಕಚೇರಿಯನ್ನು ಸಂಪರ್ಕಿಸಬೇಕು ಎಂದು ಅಧಿಕಾರಿಗಳು ತಿಳಿಸಿದ್ದಾರೆ. <box>925 435 1349 538</box>
flag-logo-icon <box>40 9 61 30</box>
tippu-photo <box>633 354 908 501</box>
kanakadasa-block <box>360 570 1349 923</box>
women-photo-caption: ಕೋಲಾರದಲ್ಲಿ ನಡೆದ ಸಂಜೀವಿನಿ ಒಕ್ಕೂಟದ ಮಹಿಳಾ ಸದಸ್ಯರ ಸಮಾವೇಶದಲ್ಲಿ ಭಾಗವಹಿಸಿದ ಮಹಿಳೆಯರು. <box>781 1240 1035 1249</box>
caption-dateline: ಕೋಲಾರ: <box>360 828 386 837</box>
third-band <box>178 570 1349 923</box>
lead-col-1: ಕೋಲಾರ: ಕೋಲಾರ ಜಿಲ್ಲಾ ಕಾರ್ಯನಿರತ ಪತ್ರಕರ್ತರ ಸಂಘದ ಅಧ್ಯಕ್ಷರಾಗಿ ಚಂದ್ರಶೇಖರ್ ಆಯ್ಕೆಯಾಗಿದ್ದಾರೆ. ಕೆ. ಚಂದ್ರಶೇಖರ್ 124 ಮತ ಗಳಿಸಿ ಆಯ್ಕೆಯಾದರು. ಪ್ರತಿಸ್ಪರ್ಧಿ ಅಭ್ಯರ್ಥಿಯು 241 ಮತಗಳ ಪೈಕಿ 238 ಮತಗಳು ಚಲಾವಣೆಗೊಂಡವು. ಉಪಾಧ್ಯಕ್ಷ ಸ್ಥಾನಕ್ಕೆ ನಡೆದ ಸ್ಪರ್ಧೆಯಲ್ಲಿ 155 ಮತ ಗಳಿಸಿ ಆಯ್ಕೆಯಾದರು. ಪ್ರಧಾನ ಕಾರ್ಯದರ್ಶಿ ಸ್ಥಾನಕ್ಕೆ ಸ್ಪರ್ಧಿಸಿದ್ದ ಅಭ್ಯರ್ಥಿ ಗೆಲುವು ಸಾಧಿಸಿದರು. ಎಚ್.ಎಸ್. ಸುರೇಶ್ (131), ಪಿಳ್ಳಿಶ್ ಟಿ. ವರದಿಗಾರ ಎಸ್.ರಮೇಶ್ ಬಾಬು (119) ಮತದಾನ ಪಡೆದು ಖಜಾಂಜಿ ಸ್ಥಾನಕ್ಕೆ ಆಯ್ಕೆಯಾದರು. ಮುಖಂಡರು ಕೆ.ಪ್ರಕಾಶ್ (109). <box>186 100 470 174</box>
lead-story-columns <box>186 100 1349 287</box>
ksrtc-headline: ಕೆ.ಎಸ್.ಆರ್.ಟಿ ಗೆ ರಾಷ್ಟ್ರೀಯ ಪ್ರಶಸ್ತಿ <box>1051 301 1223 319</box>
kanakadasa-photo-caption: ಕೋಲಾರ: ಕರ್ನಾಟಕ ರಾಜ್ಯ ಸಾರಿಗೆ ಸಂಸ್ಥೆಯ ವತಿಯಿಂದ ನಡೆದ ಕನಕದಾಸ ಜಯಂತಿ ಕಾರ್ಯಕ್ರಮದಲ್ಲಿ ಭವ್ಯ ಸ್ತಬ್ಧ ಚಿತ್ರ ಗಮನ ಸೆಳೆಯಿತು. <box>360 828 685 837</box>
top-area <box>11 60 1516 923</box>
dateline: ಬೆಂಗಳೂರು: <box>178 608 213 618</box>
dateline: ಕೋಲಾರ: <box>781 1256 809 1265</box>
left-story3-body: ಕೋಲಾರ: ಬೆಂಗಳೂರು ಉತ್ತರ ಜಿಲ್ಲೆಯಲ್ಲಿ ಕನ್ನಡ ರಾಜ್ಯೋತ್ಸವ ಆಚರಣೆಯನ್ನು ದಿನಾಂಕ 11–11–2025 ರಿಂದ 12/11/2025 ರವರೆಗೆ ಎರಡು ದಿನಗಳ ಕಾಲ ಆಚರಿಸಲಾಗುವುದು ಎಂದು ಜಿಲ್ಲಾಧಿಕಾರಿ ತಿಳಿಸಿದ್ದಾರೆ. ಕಾರ್ಯಕ್ರಮದಲ್ಲಿ ಸಾಂಸ್ಕೃತಿಕ ಕಾರ್ಯಕ್ರಮಗಳು, ಕ್ರೀಡಾ ಸ್ಪರ್ಧೆಗಳು, ಕವಿಗೋಷ್ಠಿ ಹಾಗೂ ಸಾಹಿತ್ಯಿಕ ಚಟುವಟಿಕೆಗಳು ನಡೆಯಲಿವೆ. ನಾಡಧ್ವಜಾರೋಹಣ ಬೆಳಿಗ್ಗೆ 9 ಗಂಟೆಗೆ ನಡೆಯಲಿದೆ. ವಿದ್ಯಾರ್ಥಿಗಳಿಗೆ ಪ್ರಬಂಧ ಸ್ಪರ್ಧೆ, ಚಿತ್ರಕಲಾ ಸ್ಪರ್ಧೆ ಆಯೋಜಿಸಲಾಗಿದೆ. ವಿಜೇತರಿಗೆ ಬಹುಮಾನ ವಿತರಣೆ ಮಾಡಲಾಗುವುದು. ಸಾರ್ವಜನಿಕರು ಹೆಚ್ಚಿನ ಸಂಖ್ಯೆಯಲ್ಲಿ ಭಾಗವಹಿಸಿ ಕಾರ್ಯಕ್ರಮವನ್ನು ಯಶಸ್ವಿಗೊಳಿಸಬೇಕು ಎಂದು ಅವರು ಮನವಿ ಮಾಡಿದ್ದಾರೆ. ಜಿಲ್ಲಾ ಆಡಳಿತ, ಜಿಲ್ಲಾ ಪಂಚಾಯತ್ ಮತ್ತು ಕನ್ನಡ ಮತ್ತು ಸಂಸ್ಕೃತಿ ಇಲಾಖೆ ಜಂಟಿಯಾಗಿ ಈ ಕಾರ್ಯಕ್ರಮ ಆಯೋಜಿಸಿದೆ. <box>11 387 170 552</box>
lead-sub-columns: ಜಿಲ್ಲಾ ಪ್ರಧಾನ ಕಾರ್ಯದರ್ಶಿಯಾಗಿ ಆಯ್ಕೆಯಾದ ಅಭ್ಯರ್ಥಿ ಪಿ.ಸುರೇಶ್ ಕುಮಾರ್ (124) ಮತ ಗಳಿಸಿ ಆಯ್ಕೆಯಾದರು. ಜಿಲ್ಲಾ ಕಾರ್ಯದರ್ಶಿಗಳಾಗಿ ಸಂಘದ ಪದಾಧಿಕಾರಿಗಳ ಆಯ್ಕೆ ನಡೆಯಿತು. ಸಂಯುಕ್ತ ಕರ್ನಾಟಕ ಚೇತಮಂಗಲ ವರದಿಗಾರ ಕೆ.ಜಿ.ಸುಬ್ರಹ್ಮಣ್ಯ (123), ಜಿಲ್ಲಾ ವರದಿಗಾರ ಬಿ.ವಿ. ಶ್ರೀನಿವಾಸ್ (111) ಮತ್ತು ಸಂಯುಕ್ತ ಪತ್ರಿಕೆಗಳ ವರದಿಗಾರರು ಆಯ್ಕೆ ಆದರು. ಟಿ. ಮುನಿಯಪ್ಪ (102) ಮತ್ತು ಕೆ. ವೆಂಕಟೇಶ್ (98) ಮತ ಪಡೆದರು. ಜಿಲ್ಲಾ ರಾಜೇಂದ್ರ ಸಿಂಹ (133) ಆಯ್ಕೆಯಾದರು. ಸಂಘದ ಗೌರವ ಸಮಿತಿ ಸದಸ್ಯರಾಗಿ ಕೋಲಾರ ಶಕ್ತಿ ಮಾಧ್ಯಮದ ಗೋಪಾಲ ಕೃಷ್ಣ–168, ಸ್ಥಾನ 18 ಕೃಷಿ ವರದಿಗಾರ ಎಂ.ಎಸ್.ನಾಗರಾಜ್–137, ಕೋಲಾರ ನ್ಯೂಸ್ ಬಿ.ವಿ. ರಮೇಶ್–129, ಸಂಜೆ ವಾಣಿಯ ಕೆ.ಎನ್. ಶ್ರೀನಿವಾಸ್ (137), ಜಿಲ್ಲಾ ಪತ್ರಕರ್ತರ ಸಂಘದ ಪ್ರಧಾನ ವರದಿಗಾರ ಎಸ್.ನಂಜೇಶಪ್ಪ–117, ಸಿಬ್ಬಂದಿ ವರದಿಗಾರ ಆರಾಧನೆಕಾರ ಈಶ್ವರ್–107, ಕೋಲಾರ <box>477 219 1058 281</box>
divider <box>11 359 170 360</box>
portrait-1 <box>477 100 618 202</box>
newspaper-logo <box>40 8 183 49</box>
dateline: ತುಮಕೂರು: <box>11 983 46 993</box>
left-story3-headline: ಕನ್ನಡ ರಾಜ್ಯೋತ್ಸವ <box>53 364 129 379</box>
logo-text-sanje: ಸಂಜೆ <box>66 8 100 30</box>
left-story1-body: ಚಿಕ್ಕಮಗಳೂರು: ರಾಜ್ಯ ಸಿದ್ದರಾಮಯ್ಯ ನೇತೃತ್ವದ ಕಾಂಗ್ರೆಸ್ ಸರ್ಕಾರ ಬೆಲೆಯೇರಿಕೆಯ ಸರ್ಕಾರ ಎಂದು ಬಿಜೆಪಿ ಮುಖಂಡ ಹನುಮಂತೇಗೌಡ ಆಕ್ರೋಶ ವ್ಯಕ್ತಪಡಿಸಿದರು. ನಗರದಲ್ಲಿ ಮಾತನಾಡಿದ ಅವರು, ರಾಜ್ಯದಲ್ಲಿ ಅಧಿಕಾರಕ್ಕೆ ಬಂದ ಕಾಂಗ್ರೆಸ್ ಸರ್ಕಾರ ಪ್ರತಿಯೊಂದು ವಸ್ತುಗಳ ಬೆಲೆ ಏರಿಕೆ ಮಾಡಿದೆ. ಇದರಿಂದ ಜನಸಾಮಾನ್ಯರು ತೀವ್ರ ಸಂಕಷ್ಟಕ್ಕೆ ಸಿಲುಕಿದ್ದಾರೆ ಎಂದು ಬಿಜೆಪಿ ಮುಖಂಡರು ಆರೋಪಿಸಿದರು. ಬಡವರ ಹಿತ ಕಾಯುವ ಕೆಲಸ ಮಾಡುತ್ತಿಲ್ಲ ಎಂದು ಹೇಳಿದರು. ಹಾಲು, ವಿದ್ಯುತ್, ಬಸ್ ಪ್ರಯಾಣ ದರ, ಅಕ್ಕಿ, ಬೇಳೆಕಾಳುಗಳ ಬೆಲೆ ಹೆಚ್ಚಾಗಿದ್ದು ಗ್ರಾಹಕರಿಗೆ ಹೊರೆಯಾಗಿದೆ. ಬೆಲೆ ಏರಿಕೆಯನ್ನು ನಿಯಂತ್ರಿಸಲು ಸರ್ಕಾರ ಕ್ರಮ ಕೈಗೊಳ್ಳಬೇಕು ಎಂದು ಅವರು ಒತ್ತಾಯಿಸಿದರು. ಜನಸಾಮಾನ್ಯರ ಬದುಕು ದುಬಾರಿಯಾಗಿದೆ. ಅಗತ್ಯ ವಸ್ತುಗಳ ಬೆಲೆ ಗಗನಕ್ಕೇರಿದ್ದು, ಸರ್ಕಾರ ಕೂಡಲೇ ಎಚ್ಚೆತ್ತುಕೊಳ್ಳಬೇಕು. ಗ್ಯಾರಂಟಿ ಯೋಜನೆಗಳ ಹೆಸರಿನಲ್ಲಿ ಅಭಿವೃದ್ಧಿ ಕಾರ್ಯಗಳನ್ನು ಕಡೆಗಣಿಸಲಾಗಿದೆ ಎಂದು ದೂರಿದರು. ಜಿಲ್ಲೆಯಲ್ಲಿ ರಸ್ತೆ, ಕುಡಿಯುವ ನೀರು, ಆಸ್ಪತ್ರೆ ಸೌಲಭ್ಯಗಳ ಕೊರತೆ ಇದೆ. ಅಧಿಕಾರಿಗಳು ಸಾರ್ವಜನಿಕರ ಸಮಸ್ಯೆಗಳಿಗೆ ಸ್ಪಂದಿಸುತ್ತಿಲ್ಲ ಎಂದು ಆರೋಪಿಸಿದರು. ಮುಂದಿನ ದಿನಗಳಲ್ಲಿ ಹೋರಾಟ ತೀವ್ರಗೊಳಿಸುವುದಾಗಿ ಎಚ್ಚರಿಕೆ ನೀಡಿದರು. ಈ ಸಂದರ್ಭದಲ್ಲಿ ಪಕ್ಷದ ಪದಾಧಿಕಾರಿಗಳು, ಕಾರ್ಯಕರ್ತರು ಉಪಸ್ಥಿತರಿದ್ದರು. <box>11 99 170 354</box>
women-photo <box>781 1003 1516 1237</box>
ragi-story <box>11 940 771 1384</box>
divider <box>931 464 1343 465</box>
tippu-photo-caption: ಚಿಕ್ಕಬಳ್ಳಾಪುರದಲ್ಲಿ ಟಿಪ್ಪು ಸುಲ್ತಾನ್ ಜನ್ಮ ದಿನಾಚರಣೆಯ ಕಾರ್ಯಕ್ರಮದಲ್ಲಿ ಭಾಗವಹಿಸಿದ ಮುಖಂಡರು. <box>632 502 875 512</box>
divider <box>186 95 1349 96</box>
masthead <box>11 8 1516 55</box>
ragi-headline: ಚಿಕ್ಕನಾಯಕನಹಳ್ಳಿ ತಾಲೂಕಿನಲ್ಲಿ ಈ ವರ್ಷವೂ ಬಂಪರ್ ರಾಗಿ ಇಳುವರಿ ನಿರೀಕ್ಷೆ <box>11 941 646 971</box>
kanakadasa-photo <box>360 618 1349 825</box>
kanakadasa-kicker: ಗಮನ ಸೆಳೆದ ಸಾರಿಗೆ ಸಂಸ್ಥೆಯ ಭವ್ಯ ಸ್ತಬ್ಧ ಚಿತ್ರ <box>780 569 929 582</box>
lead-photo-caption: ಕೋಲಾರ ಜಿಲ್ಲಾ ಕಾರ್ಯನಿರತ ಪತ್ರಕರ್ತರ ಸಂಘದ ನೂತನ ಅಧ್ಯಕ್ಷರಾಗಿ ಆಯ್ಕೆಯಾದ ಚಂದ್ರಶೇಖರ್ ಹಾಗೂ ಇತರೆ ಪದಾಧಿಕಾರಿಗಳು. <box>477 204 790 214</box>
tippu-col-1: ಚಿಕ್ಕಬಳ್ಳಾಪುರ: ಭಾರತದ ಮೊದಲ ಸ್ವಾತಂತ್ರ್ಯ ಹೋರಾಟಗಾರ ಟಿಪ್ಪು ಸುಲ್ತಾನ್ ಜನ್ಮ ದಿನಾಚರಣೆಯನ್ನು ರಾಜ್ಯ ಸರ್ಕಾರ ಅಧಿಕೃತವಾಗಿ ಆಚರಿಸಬೇಕು ಎಂದು ರಯಾನಕ ಫೌಂಡೇಶನ್ ಅಧ್ಯಕ್ಷ ಬಿ.ಎಸ್. ರಫೀವುಲ್ಲಾ ಆಗ್ರಹಿಸಿದರು. ನಗರದಲ್ಲಿ ಸುದ್ದಿಗೋಷ್ಠಿಯಲ್ಲಿ ಮಾತನಾಡಿದ ಅವರು, ಟಿಪ್ಪು ಸುಲ್ತಾನ್ ಬ್ರಿಟಿಷರ ವಿರುದ್ಧ ಹೋರಾಡಿ ಪ್ರಾಣತ್ಯಾಗ ಮಾಡಿದ ಮಹಾನ್ ವೀರ. ಅವರ ಹೆಸರನ್ನು ಇತಿಹಾಸದಿಂದ ಅಳಿಸಲು ಪ್ರಯತ್ನಿಸುವುದು ಸರಿಯಲ್ಲ ಎಂದರು. ರಾಜ್ಯ ಸರ್ಕಾರ ಕೂಡಲೇ ಟಿಪ್ಪು ಜಯಂತಿ ಆಚರಣೆಗೆ ಆದೇಶ ಹೊರಡಿಸಬೇಕು ಎಂದು ಒತ್ತಾಯಿಸಿದರು. <box>178 354 398 435</box>
dateline: ಚಿಕ್ಕಬಳ್ಳಾಪುರ: <box>1357 714 1396 724</box>
divider <box>178 761 344 762</box>
kea-headline: ಕೆಇಓಯ ಸ್ಪರ್ಧಾತ್ಮಕ ಪರೀಕ್ಷಾ ತರಬೇತಿ ಕೇಂದ್ರದಲ್ಲಿ ಉಪನ್ಯಾಸ <box>186 570 336 600</box>
logo-date: 11.11.2025 <box>89 40 134 49</box>
page-number: 4 <box>13 6 32 47</box>
divider <box>11 383 170 384</box>
ragi-photo <box>241 982 531 1299</box>
logo-weekday: ಮಂಗಳವಾರ <box>93 29 129 38</box>
tippu-columns <box>178 354 908 557</box>
mugshot-strip <box>477 100 1058 202</box>
dateline: ಚಿಕ್ಕಬಳ್ಳಾಪುರ: <box>178 354 217 363</box>
dateline: ಚಿಕ್ಕಮಗಳೂರು: <box>11 100 54 109</box>
divider <box>360 613 1349 614</box>
